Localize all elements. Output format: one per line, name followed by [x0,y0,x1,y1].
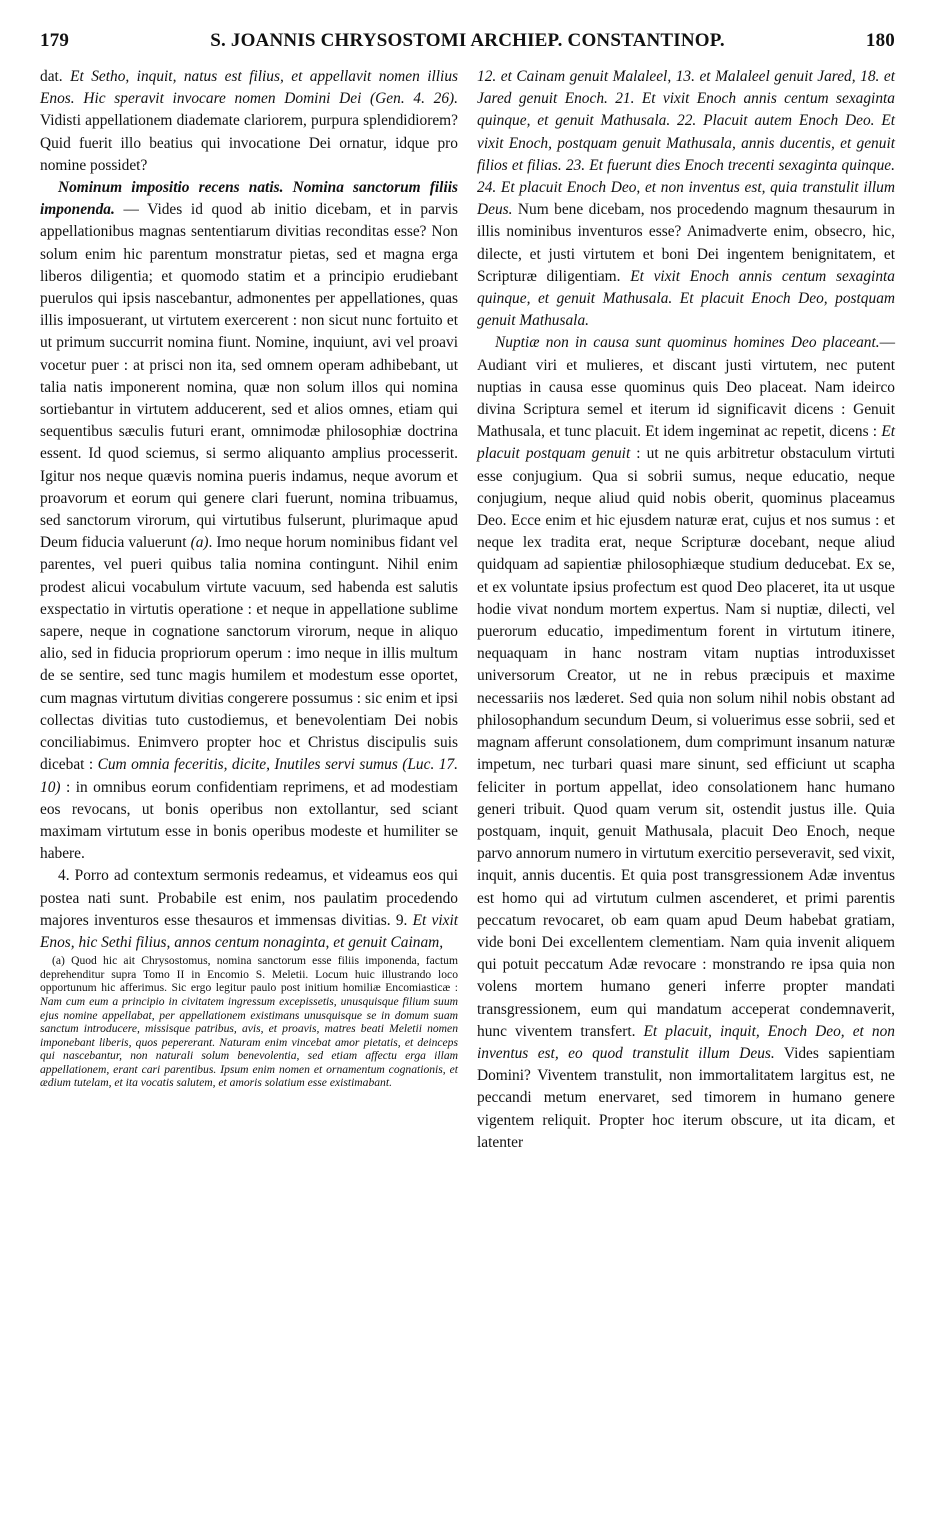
text-run: dat. [40,68,71,85]
footnote-ref: (a) [190,534,209,552]
text-run: . Imo neque horum nominibus fidant vel parentes, vel pueri quibus talia nomina contingunt. Nihil enim prodest alicui vocabulum virtute vacuum, sed habenda est salutis exspectatio in virtutis operatione : et neque in appellatione sublime sapere, neque in cognatione sanctorum virorum, neque in aliquo alio, sed in fiducia propriorum operum : imo neque in illis multum de se sentire, sed tunc magis humilem et modestum esse oportet, cum magnas virtutum divitias congerere possumus : sic enim et ipsi collectas divitias tuto custodiemus, et benevolentiam Dei nobis conciliabimus. Enimvero propter hoc et Christus discipulis suis dicebat : [40,534,458,774]
scripture-quote: Et vixit Enos, hic Sethi filius, annos centum nonaginta, et genuit Cainam, [40,911,458,951]
section-heading: Nominum impositio recens natis. Nomina sanctorum filiis imponenda. [40,179,458,219]
text-run: — Vides id quod ab initio dicebam, et in parvis appellationibus magnas sententiarum divitias reconditas esse? Non solum enim hic parentum monstratur pietas, sed et magna erga liberos diligentia; et quomodo statim et a principio erudiebant puerulos qui ipsis nascebantur, admonentes per appellationes, quas illis imposuerant, ut virtutem exercerent : non sicut nunc fortuito et ut primum succurrit nomina fiunt. Nomine, inquiunt, avi vel proavi vocetur puer : at prisci non ita, sed omnem operam adhibebant, ut talia natis imponerent nomina, quæ non solum illos qui nomina sortiebantur in virtutem adducerent, sed et alios omnes, etiam qui sequentibus sæculis futuri erant, omnimodæ philosophiæ doctrina essent. Id quod sciemus, si sermo aliquanto amplius processerit. Igitur nos neque quævis nomina pueris indamus, neque avorum et proavorum et eorum qui genere clari fuerunt, nomina tribuamus, sed sanctorum virorum, qui virtutibus fulserunt, plurimaque apud Deum fiducia valuerunt [40,201,458,552]
text-run: : in omnibus eorum confidentiam reprimens, et ad modestiam eos revocans, ut bonis operibus non extollantur, sed sciant maximam virtutum esse in bonis operibus modeste et humiliter se habere. [40,778,458,863]
footnote-quote: Nam cum eum a principio in civitatem ingressum excepissetis, unusquisque filium suum ejus nomine appellabat, per appellationem existimans unusquisque se in domum suam sanctum introducere, missisque patribus, avis, et proavis, matres beati Meletii nomen imponebant liberis, quos pepererant. Naturam enim vincebat amor pietatis, et deinceps qui nascebantur, non naturali solum benevolentia, sed etiam affectu erga illam appellationem, erant cari parentibus. Ipsum enim nomen et ornamentum cognationis, et ædium tutelam, et ita vocatis salutem, et amoris solatium esse existimabant. [40,994,458,1090]
footnote-text: (a) Quod hic ait Chrysostomus, nomina sanctorum esse filiis imponenda, factum deprehenditur supra Tomo II in Encomio S. Meletii. Locum huic illustrando loco opportunum hic afferimus. Sic ergo legitur paulo post initium homiliæ Encomiasticæ : [40,954,458,995]
paragraph-nomina [40,177,458,865]
footnote [40,954,458,1090]
scripture-quote: Et placuit, inquit, Enoch Deo, et non inventus est, eo quod transtulit illum Deus. [477,1022,895,1062]
paragraph-nuptiae [477,332,895,1154]
right-column [477,66,895,1154]
section-heading: Nuptiæ non in causa sunt quominus homines Deo placeant. [495,334,880,352]
text-run: Vides sapientiam Domini? Viventem transtulit, non immortalitatem largitus est, ne peccandi metum enervaret, sed timorem in humano genere vigentem reliquit. Propter hoc iterum obscure, ut ita dicam, et latenter [477,1044,895,1151]
text-run: : ut ne quis arbitretur obstaculum virtuti esse conjugium. Qua si sobrii sumus, neque educatio, neque conjugium, neque aliud quid nobis oberit, quominus placeamus Deo. Ecce enim et hic ejusdem naturæ erat, cujus et nos sumus : et neque lex tradita erat, neque Scripturæ docebant, neque aliud quidquam ad sapientiæ philosophiæque studium deducebat. Ex se, et ex voluntate ipsius profectum est quod Deo placeret, ita ut usque hodie vivat nondum mortem expertus. Nam si nuptiæ, dilecti, vel puerorum educatio, impedimentum forent in virtutum itinere, nequaquam in hanc nostram vitam nuptias introduxisset universorum Creator, ut ne in rebus præcipuis et maxime necessariis nos læderet. Sed quia non solum nihil nobis obstant ad philosophandum secundum Deum, si voluerimus esse sobrii, sed et magnam afferunt consolationem, dum comprimunt insanum naturæ impetum, nec turbari quasi mare sinunt, sed efficiunt ut scapha feliciter in portum appellat, ideo consolationem hanc humano generi tribuit. Quod quam verum sit, ostendit justus ille. Quia postquam, inquit, genuit Mathusala, placuit Deo Enoch, neque parvo annorum numero in virtutum exercitio perseveravit, sed vixit, inquit, annis ducentis. Et quia post transgressionem Adæ inventus est homo qui ad virtutum culmen ascenderet, et primi parentis peccatum revocaret, ob eam quam apud Deum habebat gratiam, vide boni Dei excellentem clementiam. Nam quia invenit aliquem qui potuit peccatum Adæ revocare : monstrando re ipsa quia non volens mortem humano generi inferre propter mandati transgressionem, eum qui mandatum acceperat condemnaverit, hunc viventem transfert. [477,445,895,1040]
scripture-quote: Cum omnia feceritis, dicite, Inutiles servi sumus (Luc. 17. 10) [40,756,458,796]
text-run: Num bene dicebam, nos procedendo magnum thesaurum in illis nominibus inventuros esse? Animadverte enim, obsecro, hic, dilecte, et justi virtutem et boni Dei ingentem benignitatem, et Scripturæ diligentiam. [477,201,895,285]
two-column-body [40,66,895,1154]
text-run: Vidisti appellationem diademate clariorem, purpura splendidiorem? Quid fuerit illo beatius qui invocatione Dei ornatur, idque pro nomine possidet? [40,112,458,174]
text-run: — Audiant viri et mulieres, et discant justi virtutem, nec putent nuptias in causa esse quominus quis Deo placeat. Nam ideirco divina Scriptura semel et iterum id significavit dicens : Genuit Mathusala, et tunc placuit. Et idem ingeminat ac repetit, dicens : [477,334,895,441]
paragraph-setho [40,66,458,177]
page-number-right: 180 [865,30,895,51]
scripture-quote: Et Setho, inquit, natus est filius, et appellavit nomen illius Enos. Hic speravit invocare nomen Domini Dei (Gen. 4. 26). [40,68,459,108]
page-number-left: 179 [40,30,70,51]
text-run: 4. Porro ad contextum sermonis redeamus, et videamus eos qui postea nati sunt. Probabile est enim, nos paulatim procedendo majores inventuros esse thesauros et immensas divitias. 9. [40,867,458,929]
running-title: S. JOANNIS CHRYSOSTOMI ARCHIEP. CONSTANTINOP. [210,30,725,51]
scripture-quote: 12. et Cainam genuit Malaleel, 13. et Malaleel genuit Jared, 18. et Jared genuit Enoch. 21. Et vixit Enoch annis centum sexaginta quinque, et genuit Mathusala. 22. Placuit autem Enoch Deo. Et vixit Enoch, postquam genuit Mathusala, annis ducentis, et genuit filios et filias. 23. Et fuerunt dies Enoch trecenti sexaginta quinque. 24. Et placuit Enoch Deo, et non inventus est, quia transtulit illum Deus. [477,68,895,219]
scripture-quote: Et placuit postquam genuit [477,423,895,463]
paragraph-section-4 [40,865,458,954]
scripture-quote: Et vixit Enoch annis centum sexaginta quinque, et genuit Mathusala. Et placuit Enoch Deo, postquam genuit Mathusala. [477,267,895,330]
running-header [40,30,895,60]
left-column [40,66,458,1154]
paragraph-genealogy [477,66,895,332]
